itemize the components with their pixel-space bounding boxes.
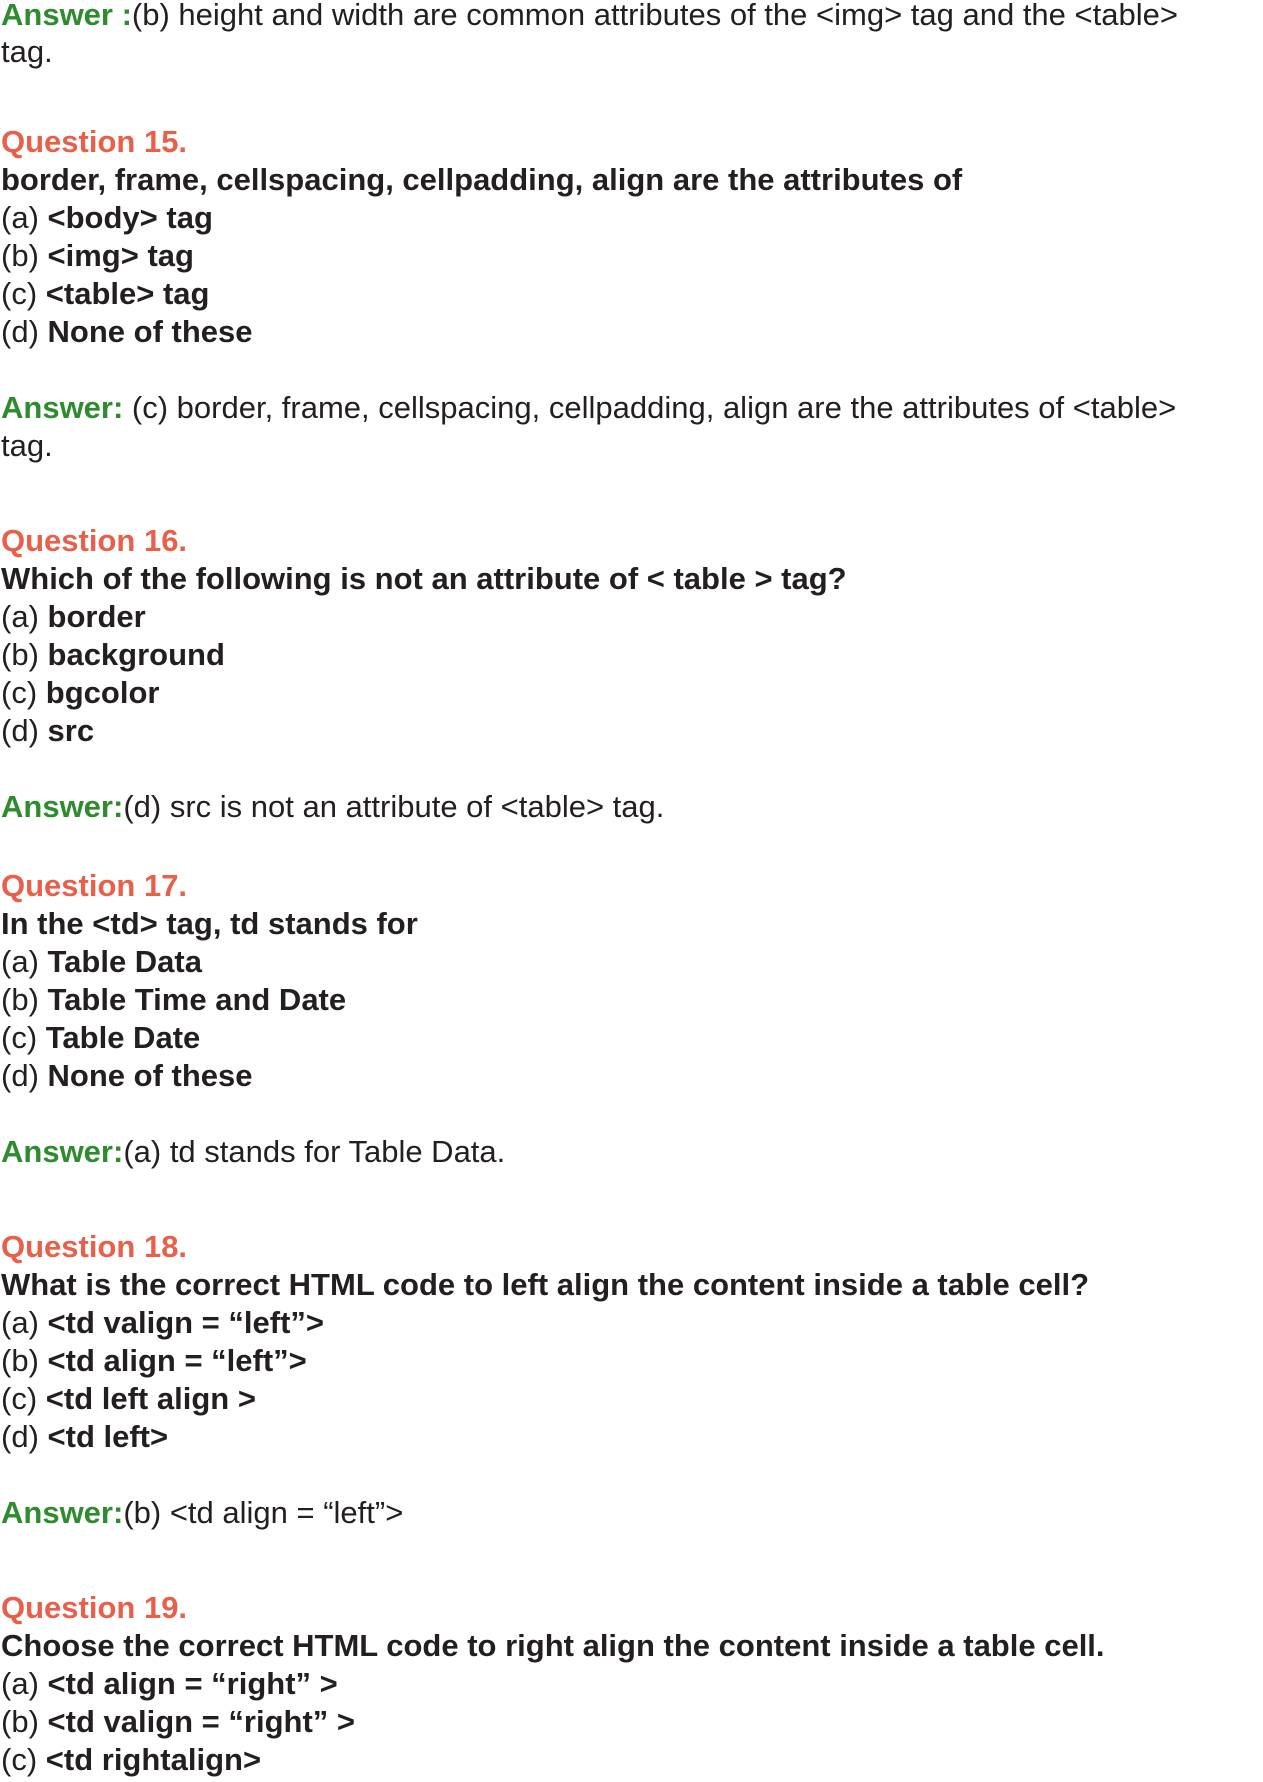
question-16-stem: Which of the following is not an attribute of < table > tag? <box>1 561 847 596</box>
answer-label: Answer: <box>1 390 124 425</box>
question-17-option-a <box>1 943 202 981</box>
question-17-option-c <box>1 1019 200 1057</box>
option-text: Table Time and Date <box>47 982 347 1017</box>
question-18-option-c <box>1 1380 256 1418</box>
question-18-stem: What is the correct HTML code to left align the content inside a table cell? <box>1 1267 1090 1302</box>
option-letter: (b) <box>1 1343 39 1378</box>
question-16-answer <box>1 788 664 826</box>
option-letter: (a) <box>1 1305 39 1340</box>
answer-label: Answer: <box>1 1495 124 1530</box>
question-18-option-d <box>1 1418 168 1456</box>
answer-label: Answer: <box>1 1134 124 1169</box>
option-letter: (a) <box>1 599 39 634</box>
question-15-answer-line1 <box>1 389 1176 427</box>
option-letter: (d) <box>1 713 39 748</box>
answer-text: (d) src is not an attribute of <table> tag. <box>123 789 665 824</box>
question-15-option-b <box>1 237 194 275</box>
question-17-option-b <box>1 981 346 1019</box>
answer-text: (a) td stands for Table Data. <box>123 1134 506 1169</box>
question-16-option-a <box>1 598 146 636</box>
option-text: Table Date <box>45 1020 201 1055</box>
answer-q14-line2 <box>1 33 53 71</box>
option-text: <td rightalign> <box>45 1742 262 1777</box>
option-text: <td left> <box>47 1419 169 1454</box>
option-letter: (d) <box>1 1058 39 1093</box>
option-letter: (a) <box>1 1666 39 1701</box>
answer-q14-line1 <box>1 0 1178 34</box>
question-16-title: Question 16. <box>1 523 188 558</box>
option-letter: (a) <box>1 944 39 979</box>
option-text: <td valign = “left”> <box>47 1305 325 1340</box>
answer-label: Answer : <box>1 0 132 32</box>
option-text: background <box>47 637 225 672</box>
question-18-option-a <box>1 1304 324 1342</box>
question-19-option-c <box>1 1741 261 1779</box>
answer-text: tag. <box>1 34 53 69</box>
question-17-answer <box>1 1133 505 1171</box>
option-text: border <box>47 599 146 634</box>
question-15-option-d <box>1 313 252 351</box>
option-letter: (b) <box>1 1704 39 1739</box>
question-15-option-c <box>1 275 209 313</box>
question-19-option-b <box>1 1703 355 1741</box>
option-text: Table Data <box>47 944 202 979</box>
question-15-answer-line2 <box>1 427 53 465</box>
option-letter: (c) <box>1 1020 38 1055</box>
option-letter: (a) <box>1 200 39 235</box>
question-16-option-c <box>1 674 159 712</box>
option-letter: (c) <box>1 276 38 311</box>
question-16-option-b <box>1 636 225 674</box>
answer-text: tag. <box>1 428 53 463</box>
answer-text: (b) <td align = “left”> <box>123 1495 404 1530</box>
question-19-option-a <box>1 1665 338 1703</box>
option-text: <td left align > <box>45 1381 256 1416</box>
option-letter: (c) <box>1 1381 38 1416</box>
answer-text: (b) height and width are common attributes of the <img> tag and the <table> <box>131 0 1178 32</box>
option-letter: (c) <box>1 1742 38 1777</box>
option-text: bgcolor <box>45 675 160 710</box>
question-17-title: Question 17. <box>1 868 188 903</box>
option-letter: (d) <box>1 314 39 349</box>
question-15-option-a <box>1 199 213 237</box>
question-18-answer <box>1 1494 403 1532</box>
question-17-stem: In the <td> tag, td stands for <box>1 906 418 941</box>
answer-label: Answer: <box>1 789 124 824</box>
option-letter: (d) <box>1 1419 39 1454</box>
option-letter: (b) <box>1 637 39 672</box>
option-text: <body> tag <box>47 200 213 235</box>
option-text: <td align = “right” > <box>47 1666 338 1701</box>
question-19-title: Question 19. <box>1 1590 188 1625</box>
question-19-stem: Choose the correct HTML code to right align the content inside a table cell. <box>1 1628 1105 1663</box>
question-16-option-d <box>1 712 94 750</box>
question-17-option-d <box>1 1057 252 1095</box>
question-15-stem: border, frame, cellspacing, cellpadding, align are the attributes of <box>1 162 963 197</box>
option-text: <td valign = “right” > <box>47 1704 355 1739</box>
question-18-title: Question 18. <box>1 1229 188 1264</box>
option-text: <table> tag <box>45 276 210 311</box>
answer-text: (c) border, frame, cellspacing, cellpadding, align are the attributes of <table> <box>123 390 1177 425</box>
option-text: src <box>47 713 95 748</box>
option-letter: (b) <box>1 238 39 273</box>
question-18-option-b <box>1 1342 307 1380</box>
option-text: <img> tag <box>47 238 194 273</box>
option-letter: (c) <box>1 675 38 710</box>
option-text: None of these <box>47 1058 253 1093</box>
option-letter: (b) <box>1 982 39 1017</box>
option-text: <td align = “left”> <box>47 1343 307 1378</box>
option-text: None of these <box>47 314 253 349</box>
question-15-title: Question 15. <box>1 124 188 159</box>
